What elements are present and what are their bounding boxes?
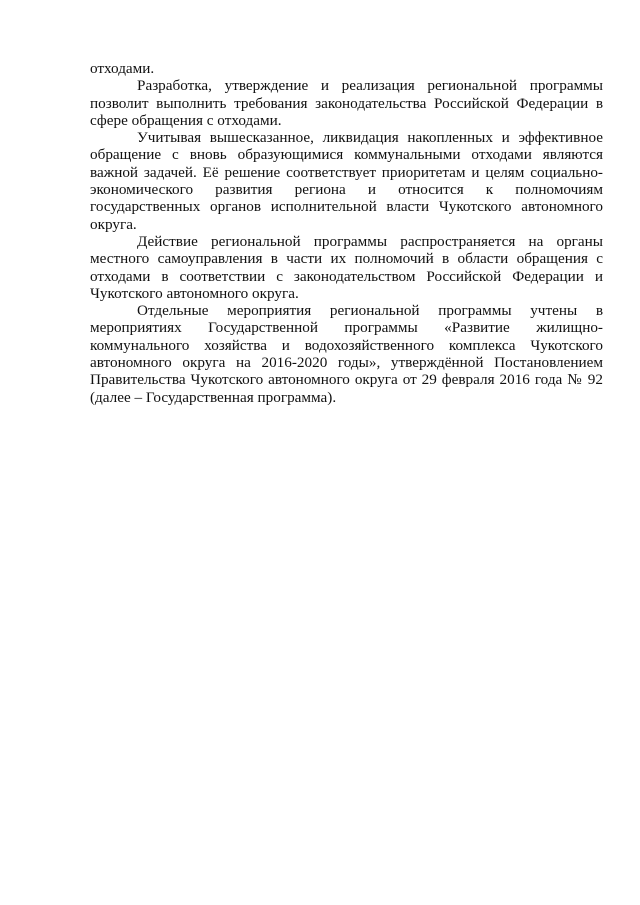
paragraph-waste-liquidation: Учитывая вышесказанное, ликвидация накопленных и эффективное обращение с вновь образующимися коммунальными отходами являются важной задачей. Её решение соответствует приоритетам и целям социально-экономического развития региона и относится к полномочиям государственных органов исполнительной власти Чукотского автономного округа. [90,129,603,233]
paragraph-program-scope: Действие региональной программы распространяется на органы местного самоуправления в части их полномочий в области обращения с отходами в соответствии с законодательством Российской Федерации и Чукотского автономного округа. [90,232,603,302]
paragraph-state-program: Отдельные мероприятия региональной программы учтены в мероприятиях Государственной программы «Развитие жилищно-коммунального хозяйства и водохозяйственного комплекса Чукотского автономного округа на 2016-2020 годы», утверждённой Постановлением Правительства Чукотского автономного округа от 29 февраля 2016 года № 92 (далее – Государственная программа). [90,302,603,406]
paragraph-continuation: отходами. [90,60,155,77]
document-page [90,60,603,406]
paragraph-program-development: Разработка, утверждение и реализация региональной программы позволит выполнить требования законодательства Российской Федерации в сфере обращения с отходами. [90,77,603,129]
